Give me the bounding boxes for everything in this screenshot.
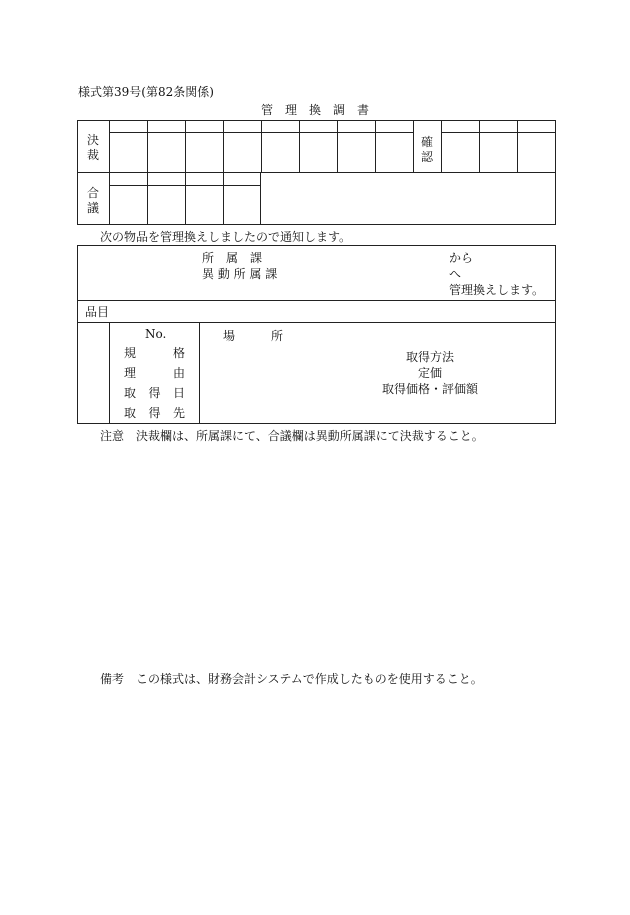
- item-no-label: No.: [145, 327, 167, 341]
- page-title: 管 理 換 調 書: [260, 103, 369, 117]
- from-suffix: から: [449, 251, 474, 265]
- acquisition-price-label: 取得価格・評価額: [381, 382, 478, 396]
- item-label: 品目: [85, 305, 110, 319]
- reason-label: 理 由: [124, 366, 185, 380]
- remarks-note: 備考 この様式は、財務会計システムで作成したものを使用すること。: [100, 672, 483, 686]
- consult-label: 合 議: [86, 186, 99, 215]
- caution-note: 注意 決裁欄は、所属課にて、合議欄は異動所属課にて決裁すること。: [100, 429, 484, 443]
- from-section-label: 所 属 課: [202, 251, 263, 265]
- decision-label: 決 裁: [86, 133, 99, 162]
- acquisition-source-label: 取 得 先: [124, 406, 185, 420]
- to-section-label: 異 動 所 属 課: [202, 267, 278, 281]
- notice-text: 次の物品を管理換えしましたので通知します。: [100, 230, 352, 244]
- list-price-label: 定価: [417, 366, 442, 380]
- confirm-label: 確 認: [420, 135, 433, 164]
- acquisition-date-label: 取 得 日: [124, 386, 185, 400]
- place-label: 場 所: [223, 329, 283, 343]
- form-number: 様式第39号(第82条関係): [78, 85, 214, 99]
- transfer-closing: 管理換えします。: [449, 283, 545, 297]
- acquisition-method-label: 取得方法: [405, 350, 454, 364]
- to-suffix: へ: [449, 267, 462, 281]
- spec-label: 規 格: [124, 346, 185, 360]
